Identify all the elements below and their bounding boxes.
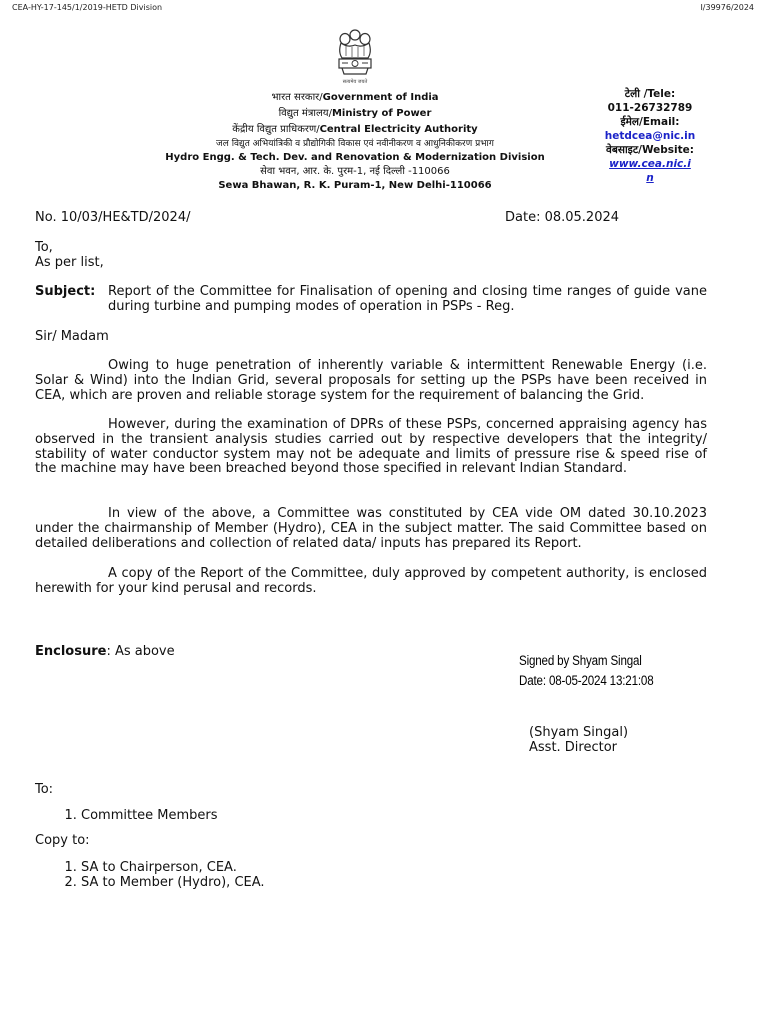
to-list bbox=[35, 808, 218, 823]
copy-to-label: Copy to: bbox=[35, 833, 90, 848]
copy-to-list bbox=[35, 860, 265, 890]
addressee-list: As per list, bbox=[35, 255, 104, 270]
address-hindi: सेवा भवन, आर. के. पुरम-1, नई दिल्ली -110066 bbox=[260, 166, 450, 177]
national-emblem-icon bbox=[330, 28, 380, 90]
list-item: 1. SA to Chairperson, CEA. bbox=[81, 860, 265, 875]
letterhead-line: विद्युत मंत्रालय/Ministry of Power bbox=[278, 108, 432, 119]
paragraph: However, during the examination of DPRs of these PSPs, concerned appraising agency has observed in the transient analysis studies carried out by respective developers that the integrity/ stability of water conductor system may not be adequate and limits of pressure rise & speed rise of the machine may have been breached beyond those specified in relevant Indian Standard. bbox=[35, 417, 707, 477]
letterhead-line: केंद्रीय विद्युत प्राधिकरण/Central Electricity Authority bbox=[232, 124, 478, 135]
email-label: ईमेल/Email: bbox=[620, 116, 680, 128]
document-number: I/39976/2024 bbox=[700, 3, 754, 12]
letterhead bbox=[140, 90, 570, 193]
website-label: वेबसाइट/Website: bbox=[606, 144, 694, 156]
paragraph: Owing to huge penetration of inherently variable & intermittent Renewable Energy (i.e. Solar & Wind) into the Indian Grid, several proposals for setting up the PSPs have been received in CEA, which are proven and reliable storage system for the requirement of balancing the Grid. bbox=[35, 358, 707, 403]
enclosure: Enclosure: As above bbox=[35, 644, 175, 659]
addressee-to: To, bbox=[35, 240, 53, 255]
digital-signature-date: Date: 08-05-2024 13:21:08 bbox=[519, 673, 654, 688]
signatory-name: (Shyam Singal) bbox=[529, 725, 629, 740]
tele-label: टेली /Tele: bbox=[624, 88, 676, 100]
tele-value: 011-26732789 bbox=[607, 102, 693, 114]
subject-label: Subject: bbox=[35, 284, 96, 299]
emblem-motto: सत्यमेव जयते bbox=[342, 79, 368, 85]
list-item: 1. Committee Members bbox=[81, 808, 218, 823]
paragraph: In view of the above, a Committee was constituted by CEA vide OM dated 30.10.2023 under the chairmanship of Member (Hydro), CEA in the subject matter. The said Committee based on detailed deliberations and collection of related data/ inputs has prepared its Report. bbox=[35, 506, 707, 551]
signatory-designation: Asst. Director bbox=[529, 740, 618, 755]
reference-number: No. 10/03/HE&TD/2024/ bbox=[35, 210, 191, 225]
division-hindi: जल विद्युत अभियांत्रिकी व प्रौद्योगिकी विकास एवं नवीनीकरण व आधुनिकीकरण प्रभाग bbox=[216, 139, 494, 149]
list-item: 2. SA to Member (Hydro), CEA. bbox=[81, 875, 265, 890]
contact-block bbox=[598, 87, 702, 185]
paragraph: A copy of the Report of the Committee, duly approved by competent authority, is enclosed herewith for your kind perusal and records. bbox=[35, 566, 707, 596]
salutation: Sir/ Madam bbox=[35, 329, 109, 344]
to-label: To: bbox=[35, 782, 54, 797]
division-english: Hydro Engg. & Tech. Dev. and Renovation & Modernization Division bbox=[165, 152, 545, 163]
letterhead-line: भारत सरकार/Government of India bbox=[271, 92, 439, 103]
letter-date: Date: 08.05.2024 bbox=[505, 210, 620, 225]
website-link[interactable]: www.cea.nic.i n bbox=[609, 158, 691, 184]
subject-text: Report of the Committee for Finalisation of opening and closing time ranges of guide vane during turbine and pumping modes of operation in PSPs - Reg. bbox=[108, 284, 707, 314]
address-english: Sewa Bhawan, R. K. Puram-1, New Delhi-110066 bbox=[218, 180, 492, 191]
email-link[interactable]: hetdcea@nic.in bbox=[604, 130, 696, 142]
digital-signature-name: Signed by Shyam Singal bbox=[519, 653, 642, 668]
file-reference: CEA-HY-17-145/1/2019-HETD Division bbox=[12, 3, 163, 12]
